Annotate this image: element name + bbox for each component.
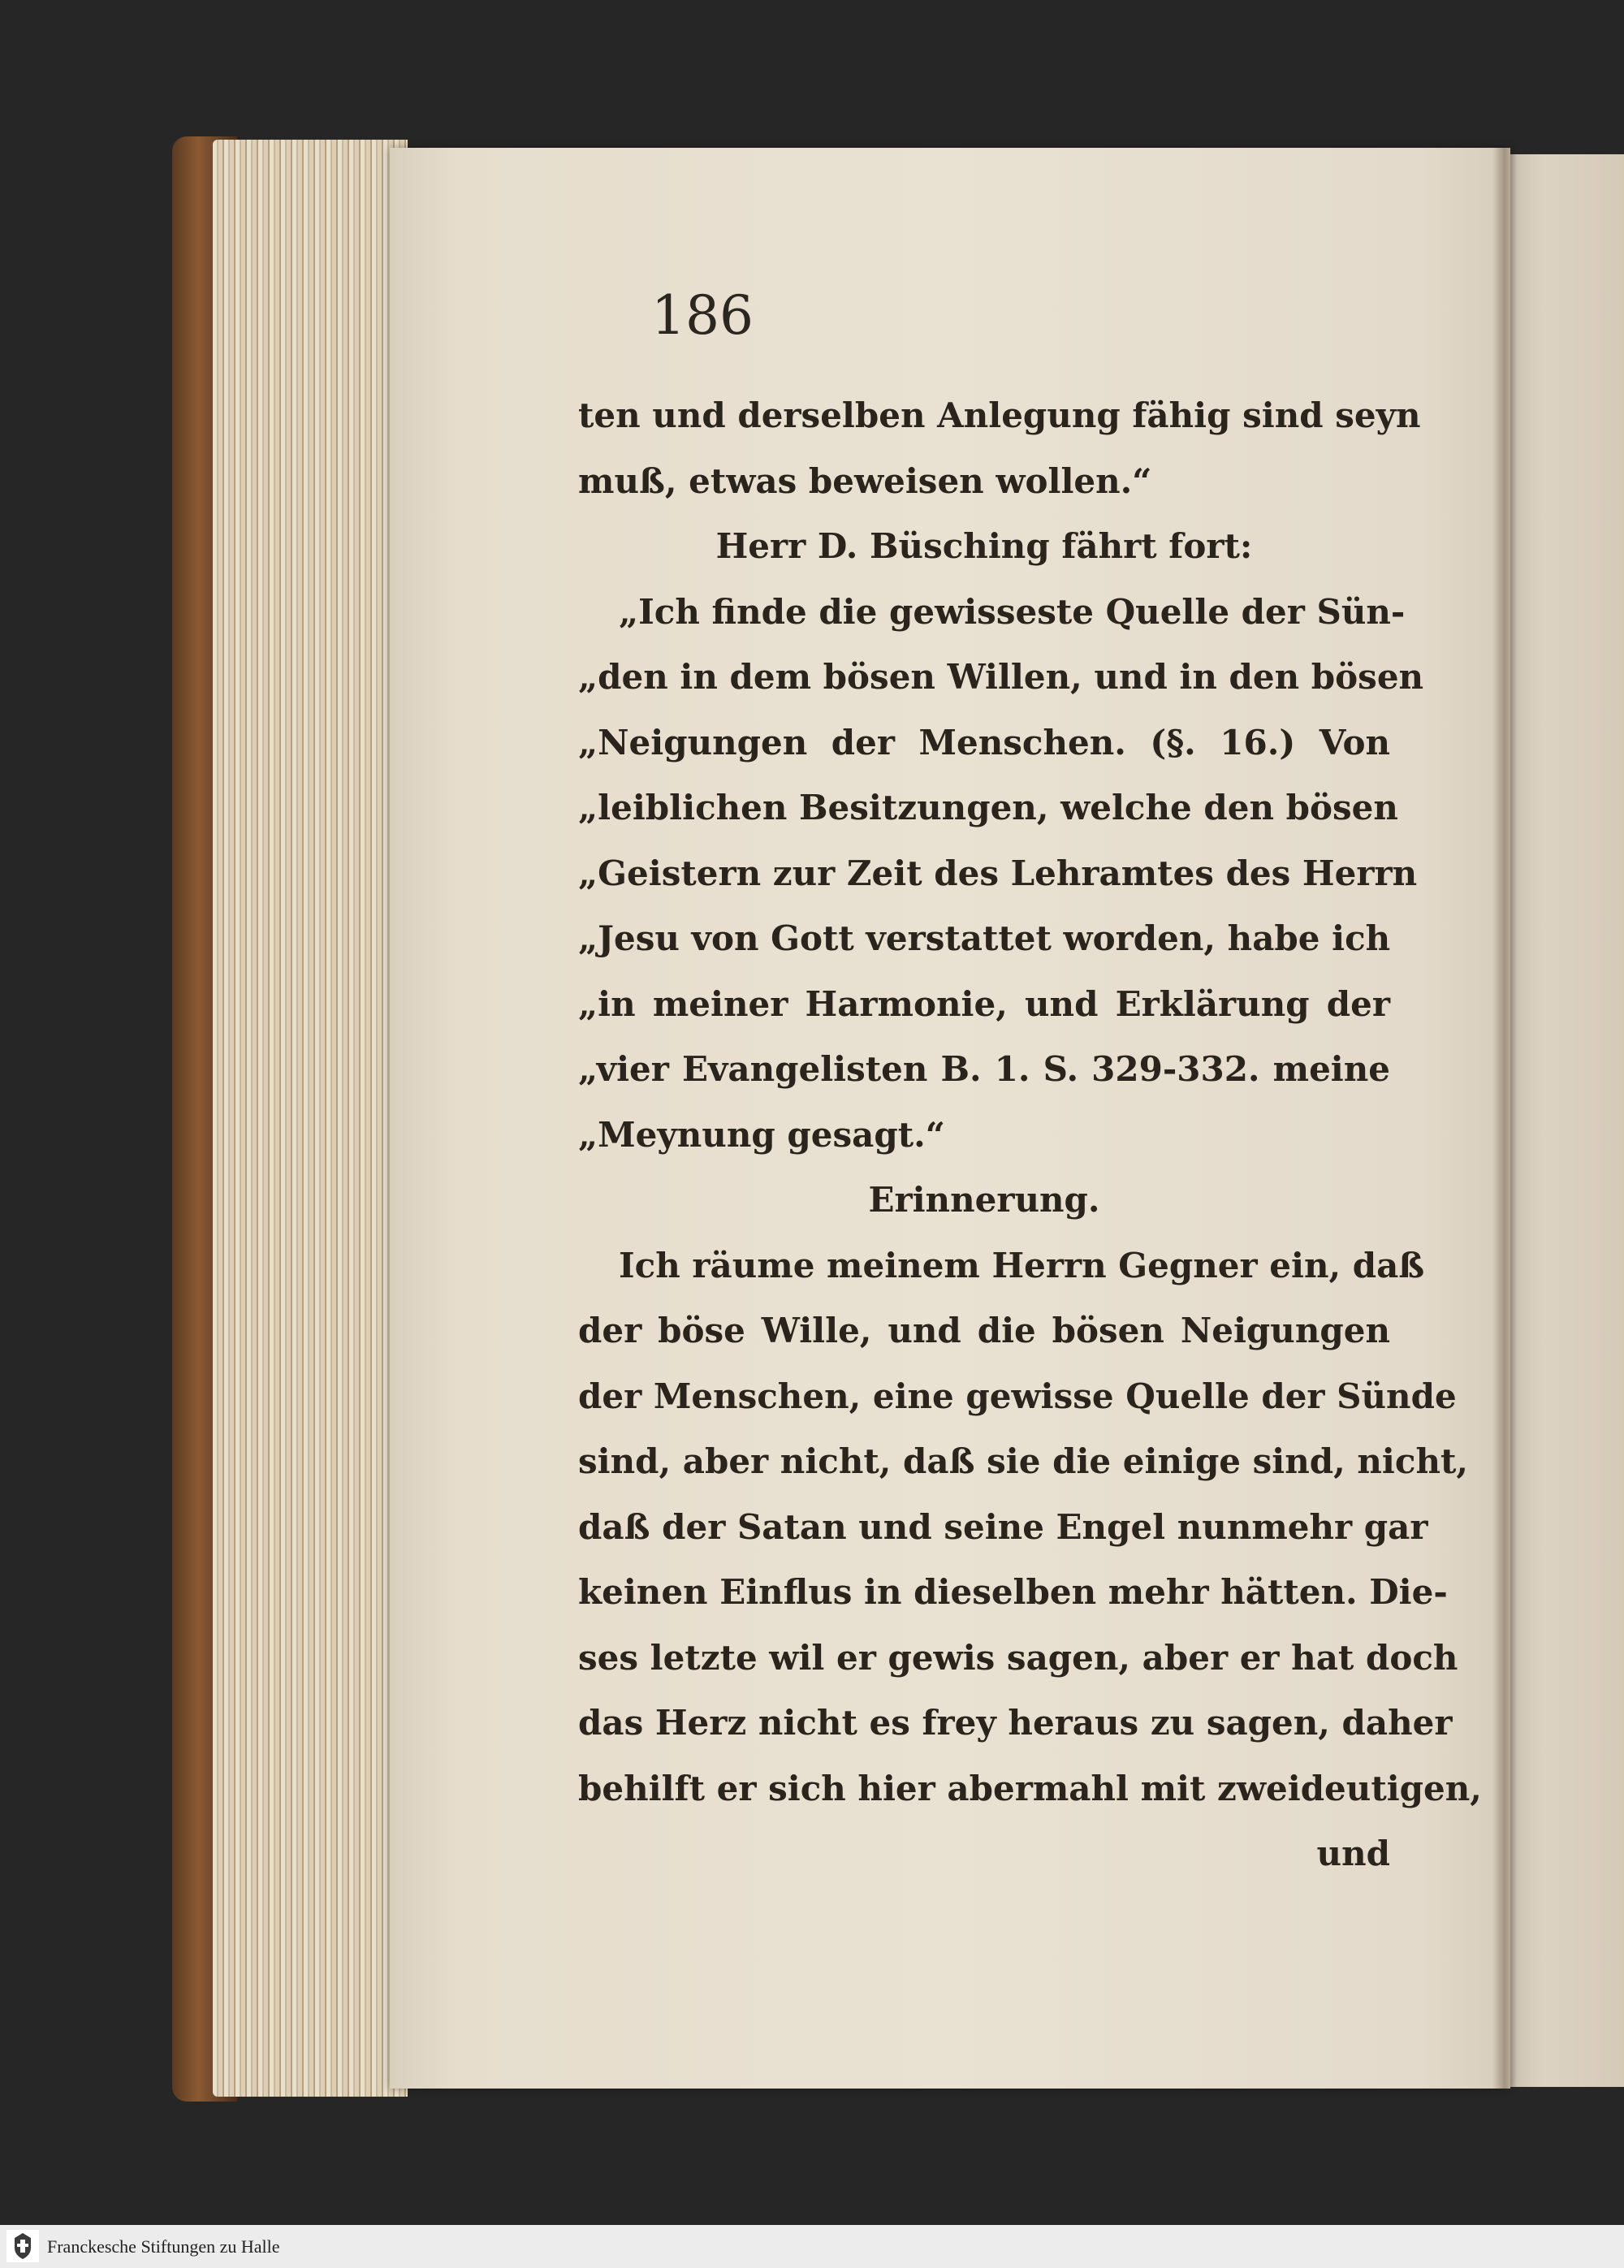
text-line: „leiblichen Besitzungen, welche den bösen	[578, 788, 1398, 827]
text-line: „Neigungen der Menschen. (§. 16.) Von	[578, 722, 1390, 762]
book-page	[390, 148, 1510, 2089]
text-line: Ich räume meinem Herrn Gegner ein, daß	[619, 1245, 1425, 1285]
text-line: „Ich finde die gewisseste Quelle der Sün-	[619, 591, 1406, 632]
page-text	[578, 383, 1482, 1887]
text-line: sind, aber nicht, daß sie die einige sind, nicht,	[578, 1441, 1469, 1481]
text-line: „Geistern zur Zeit des Lehramtes des Herrn	[578, 853, 1418, 893]
footer-bar	[0, 2225, 1624, 2268]
text-line: daß der Satan und seine Engel nunmehr gar	[578, 1506, 1428, 1547]
text-line: der Menschen, eine gewisse Quelle der Sünde	[578, 1376, 1457, 1416]
section-intro: Herr D. Büsching fährt fort:	[715, 526, 1253, 566]
text-line: das Herz nicht es frey heraus zu sagen, daher	[578, 1703, 1453, 1743]
text-line: ten und derselben Anlegung fähig sind seyn	[578, 395, 1421, 435]
text-line: „Meynung gesagt.“	[578, 1114, 945, 1155]
institution-seal-icon	[6, 2230, 39, 2262]
text-line: muß, etwas beweisen wollen.“	[578, 460, 1152, 501]
text-line: keinen Einflus in dieselben mehr hätten. Die-	[578, 1572, 1448, 1612]
text-line: „in meiner Harmonie, und Erklärung der	[578, 983, 1390, 1024]
page-edges	[213, 140, 408, 2097]
text-line: der böse Wille, und die bösen Neigungen	[578, 1311, 1390, 1350]
catchword: und	[1316, 1834, 1390, 1873]
page-gutter	[1492, 148, 1517, 2089]
section-heading: Erinnerung.	[868, 1180, 1100, 1220]
text-line: „vier Evangelisten B. 1. S. 329-332. meine	[578, 1049, 1390, 1089]
footer-institution: Franckesche Stiftungen zu Halle	[47, 2236, 280, 2257]
text-line: ses letzte wil er gewis sagen, aber er hat doch	[578, 1637, 1458, 1678]
facing-page	[1509, 154, 1624, 2087]
text-line: „Jesu von Gott verstattet worden, habe ich	[578, 918, 1391, 958]
text-line: „den in dem bösen Willen, und in den bösen	[578, 657, 1424, 697]
page-number: 186	[651, 284, 754, 347]
text-line: behilft er sich hier abermahl mit zweideutigen,	[578, 1768, 1482, 1808]
